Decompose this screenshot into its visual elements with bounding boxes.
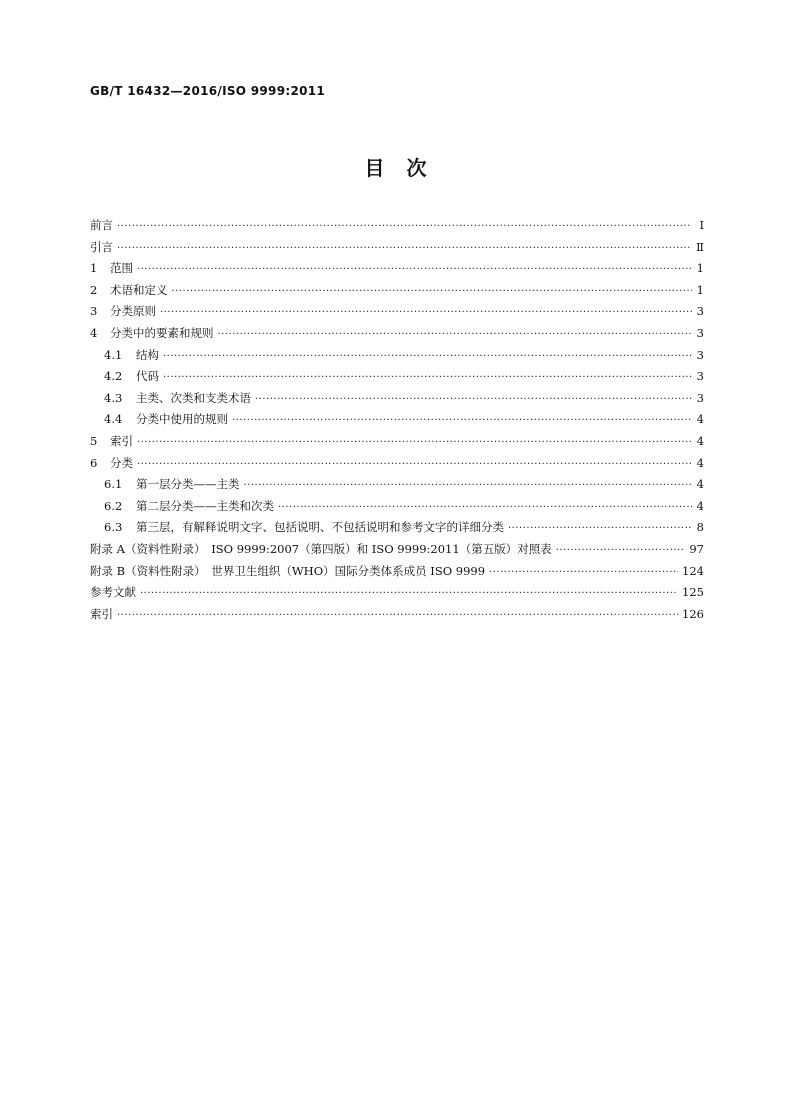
toc-entry[interactable] <box>90 582 704 604</box>
dot-leader <box>163 367 692 389</box>
toc-entry-number: 3 <box>90 304 98 319</box>
dot-leader <box>218 324 693 346</box>
toc-entry[interactable] <box>90 474 704 496</box>
dot-leader <box>255 389 692 411</box>
toc-entry-page-number: 124 <box>682 563 704 578</box>
toc-entry-page-number: Ⅱ <box>696 239 704 254</box>
toc-title: 目 次 <box>364 156 428 180</box>
toc-entry-number: 4.1 <box>104 347 123 362</box>
dot-leader <box>137 432 692 454</box>
toc-entry[interactable] <box>90 517 704 539</box>
toc-entry-page-number: 3 <box>696 347 704 362</box>
toc-entry[interactable] <box>90 496 704 518</box>
toc-entry-label <box>90 604 113 626</box>
table-of-contents <box>90 215 704 625</box>
toc-entry-text: 附录 A（资料性附录） ISO 9999:2007（第四版）和 ISO 9999:2011（第五版）对照表 <box>90 541 552 556</box>
toc-entry[interactable] <box>90 388 704 410</box>
toc-entry[interactable] <box>90 237 704 259</box>
toc-entry-text: 索引 <box>90 606 113 621</box>
dot-leader <box>160 302 692 324</box>
dot-leader <box>232 410 692 432</box>
toc-entry-label <box>90 431 133 453</box>
toc-entry-number: 4.4 <box>104 412 123 427</box>
dot-leader <box>140 583 678 605</box>
toc-entry-page-number: 3 <box>696 304 704 319</box>
toc-entry-label <box>90 561 485 583</box>
toc-entry[interactable] <box>90 409 704 431</box>
toc-entry-number: 6.1 <box>104 477 123 492</box>
toc-entry-page-number: Ⅰ <box>699 218 704 232</box>
toc-entry-number: 4 <box>90 325 98 340</box>
toc-entry-label <box>90 582 136 604</box>
toc-entry-label <box>90 539 552 561</box>
toc-entry-page-number: 3 <box>696 390 704 405</box>
toc-entry[interactable] <box>90 301 704 323</box>
toc-entry[interactable] <box>90 258 704 280</box>
toc-entry-label <box>104 496 274 518</box>
toc-entry[interactable] <box>90 345 704 367</box>
toc-entry-page-number: 4 <box>696 477 704 492</box>
toc-entry-label <box>90 323 214 345</box>
dot-leader <box>244 475 693 497</box>
dot-leader <box>556 540 686 562</box>
dot-leader <box>137 259 692 281</box>
toc-entry-number: 5 <box>90 433 98 448</box>
toc-entry-page-number: 4 <box>696 455 704 470</box>
toc-entry-number: 4.2 <box>104 369 123 384</box>
toc-entry-text: 结构 <box>136 347 159 362</box>
toc-entry[interactable] <box>90 366 704 388</box>
toc-entry-text: 分类中的要素和规则 <box>110 325 214 340</box>
dot-leader <box>117 605 678 627</box>
toc-entry-text: 第三层，有解释说明文字、包括说明、不包括说明和参考文字的详细分类 <box>136 520 504 535</box>
toc-entry-text: 范围 <box>110 261 133 276</box>
dot-leader <box>117 216 692 238</box>
toc-entry-label <box>104 517 504 539</box>
toc-entry-page-number: 3 <box>696 325 704 340</box>
toc-entry-text: 第一层分类——主类 <box>136 477 240 492</box>
toc-entry-text: 引言 <box>90 239 113 254</box>
toc-entry-number: 6.2 <box>104 498 123 513</box>
standard-code-header: GB/T 16432—2016/ISO 9999:2011 <box>90 84 326 98</box>
toc-entry[interactable] <box>90 323 704 345</box>
toc-entry-text: 索引 <box>110 433 133 448</box>
toc-entry-number: 4.3 <box>104 390 123 405</box>
dot-leader <box>489 562 678 584</box>
toc-entry-text: 术语和定义 <box>110 282 168 297</box>
toc-entry-page-number: 4 <box>696 498 704 513</box>
toc-entry-label <box>104 474 240 496</box>
toc-entry-label <box>90 280 168 302</box>
toc-entry-text: 前言 <box>90 218 113 232</box>
toc-entry-number: 6 <box>90 455 98 470</box>
toc-entry-page-number: 1 <box>696 261 704 276</box>
toc-entry-text: 参考文献 <box>90 585 136 600</box>
toc-entry-text: 分类中使用的规则 <box>136 412 228 427</box>
toc-entry[interactable] <box>90 561 704 583</box>
toc-entry-page-number: 1 <box>696 282 704 297</box>
toc-entry-page-number: 8 <box>696 520 704 535</box>
dot-leader <box>163 346 692 368</box>
toc-entry-page-number: 97 <box>689 541 704 556</box>
toc-entry-page-number: 4 <box>696 412 704 427</box>
toc-entry-page-number: 126 <box>682 606 704 621</box>
toc-entry-text: 附录 B（资料性附录） 世界卫生组织（WHO）国际分类体系成员 ISO 9999 <box>90 563 486 578</box>
dot-leader <box>137 454 692 476</box>
toc-entry-text: 代码 <box>136 369 159 384</box>
dot-leader <box>117 238 692 260</box>
toc-entry-label <box>104 409 228 431</box>
dot-leader <box>278 497 692 519</box>
toc-entry-label <box>90 453 133 475</box>
toc-entry[interactable] <box>90 215 704 237</box>
toc-entry-text: 分类原则 <box>110 304 156 319</box>
dot-leader <box>508 518 692 540</box>
toc-entry-label <box>90 215 113 237</box>
toc-entry-label <box>104 388 251 410</box>
toc-entry[interactable] <box>90 453 704 475</box>
dot-leader <box>172 281 693 303</box>
toc-entry-text: 分类 <box>110 455 133 470</box>
toc-entry-number: 1 <box>90 261 98 276</box>
toc-entry[interactable] <box>90 431 704 453</box>
toc-entry-page-number: 3 <box>696 369 704 384</box>
toc-entry-label <box>90 237 113 259</box>
toc-entry-label <box>104 345 159 367</box>
toc-entry[interactable] <box>90 280 704 302</box>
toc-entry[interactable] <box>90 539 704 561</box>
toc-entry-label <box>90 301 156 323</box>
toc-entry-number: 2 <box>90 282 98 297</box>
toc-entry-text: 主类、次类和支类术语 <box>136 390 251 405</box>
toc-entry-page-number: 125 <box>682 585 704 600</box>
toc-entry[interactable] <box>90 604 704 626</box>
toc-entry-page-number: 4 <box>696 433 704 448</box>
toc-entry-label <box>90 258 133 280</box>
toc-entry-number: 6.3 <box>104 520 123 535</box>
toc-entry-label <box>104 366 159 388</box>
toc-entry-text: 第二层分类——主类和次类 <box>136 498 274 513</box>
